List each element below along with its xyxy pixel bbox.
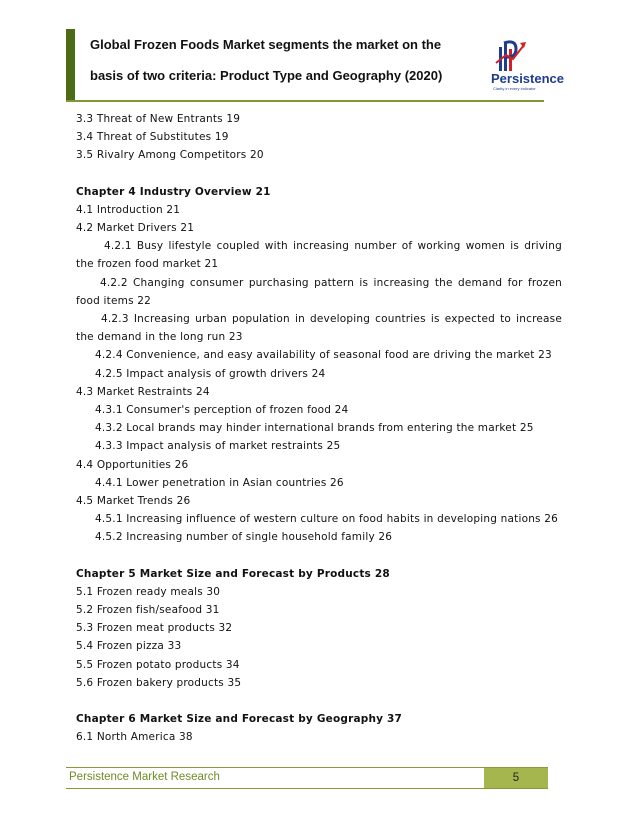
toc-entry: 4.1 Introduction 21 xyxy=(76,203,181,216)
toc-entry: 5.5 Frozen potato products 34 xyxy=(76,658,240,671)
persistence-logo xyxy=(488,33,564,95)
toc-entry: 5.1 Frozen ready meals 30 xyxy=(76,585,221,598)
header-title-line1: Global Frozen Foods Market segments the market on the xyxy=(90,37,442,52)
toc-entry: 5.6 Frozen bakery products 35 xyxy=(76,676,242,689)
toc-entry: 4.2 Market Drivers 21 xyxy=(76,222,195,235)
logo-tagline: Clarity in every indicator xyxy=(493,86,536,91)
toc-entry: 4.5 Market Trends 26 xyxy=(76,495,191,508)
toc-subentry: 4.3.3 Impact analysis of market restraints 25 xyxy=(95,440,341,453)
footer-company: Persistence Market Research xyxy=(69,771,220,783)
toc-entry: 5.4 Frozen pizza 33 xyxy=(76,640,182,653)
toc-chapter-heading: Chapter 6 Market Size and Forecast by Geography 37 xyxy=(76,713,403,726)
toc-entry: 4.3 Market Restraints 24 xyxy=(76,385,210,398)
toc-entry: 3.5 Rivalry Among Competitors 20 xyxy=(76,149,264,162)
toc-subentry: 4.3.2 Local brands may hinder international brands from entering the market 25 xyxy=(95,422,534,435)
toc-spacer xyxy=(76,692,562,710)
toc-subentry: 4.2.5 Impact analysis of growth drivers 24 xyxy=(95,367,326,380)
toc-spacer xyxy=(76,165,562,183)
header-accent-bar xyxy=(66,29,75,100)
toc-entry: 3.4 Threat of Substitutes 19 xyxy=(76,131,229,144)
toc-chapter-heading: Chapter 4 Industry Overview 21 xyxy=(76,185,271,198)
toc-subentry: 4.2.2 Changing consumer purchasing pattern is increasing the demand for frozen food items 22 xyxy=(76,276,562,307)
toc-spacer xyxy=(76,547,562,565)
logo-wordmark: Persistence xyxy=(491,71,564,86)
toc-subentry: 4.2.3 Increasing urban population in developing countries is expected to increase the demand in the long run 23 xyxy=(76,313,562,344)
toc-subentry: 4.2.4 Convenience, and easy availability of seasonal food are driving the market 23 xyxy=(95,349,552,362)
toc-entry: 3.3 Threat of New Entrants 19 xyxy=(76,113,241,125)
toc-subentry: 4.3.1 Consumer's perception of frozen food 24 xyxy=(95,404,349,417)
toc-entry: 6.1 North America 38 xyxy=(76,731,193,744)
toc-subentry: 4.5.1 Increasing influence of western culture on food habits in developing nations 26 xyxy=(95,513,559,526)
toc-entry: 5.2 Frozen fish/seafood 31 xyxy=(76,604,220,617)
toc-chapter-heading: Chapter 5 Market Size and Forecast by Products 28 xyxy=(76,567,390,580)
toc-subentry: 4.2.1 Busy lifestyle coupled with increasing number of working women is driving the frozen food market 21 xyxy=(76,240,562,271)
page-footer xyxy=(66,767,548,789)
table-of-contents xyxy=(76,110,562,747)
toc-entry: 4.4 Opportunities 26 xyxy=(76,458,189,471)
toc-entry: 5.3 Frozen meat products 32 xyxy=(76,622,233,635)
footer-page-number: 5 xyxy=(484,768,548,788)
header-title-line2: basis of two criteria: Product Type and Geography (2020) xyxy=(90,68,443,83)
toc-subentry: 4.5.2 Increasing number of single household family 26 xyxy=(95,531,393,544)
page-header xyxy=(66,29,544,102)
toc-subentry: 4.4.1 Lower penetration in Asian countries 26 xyxy=(95,476,344,489)
